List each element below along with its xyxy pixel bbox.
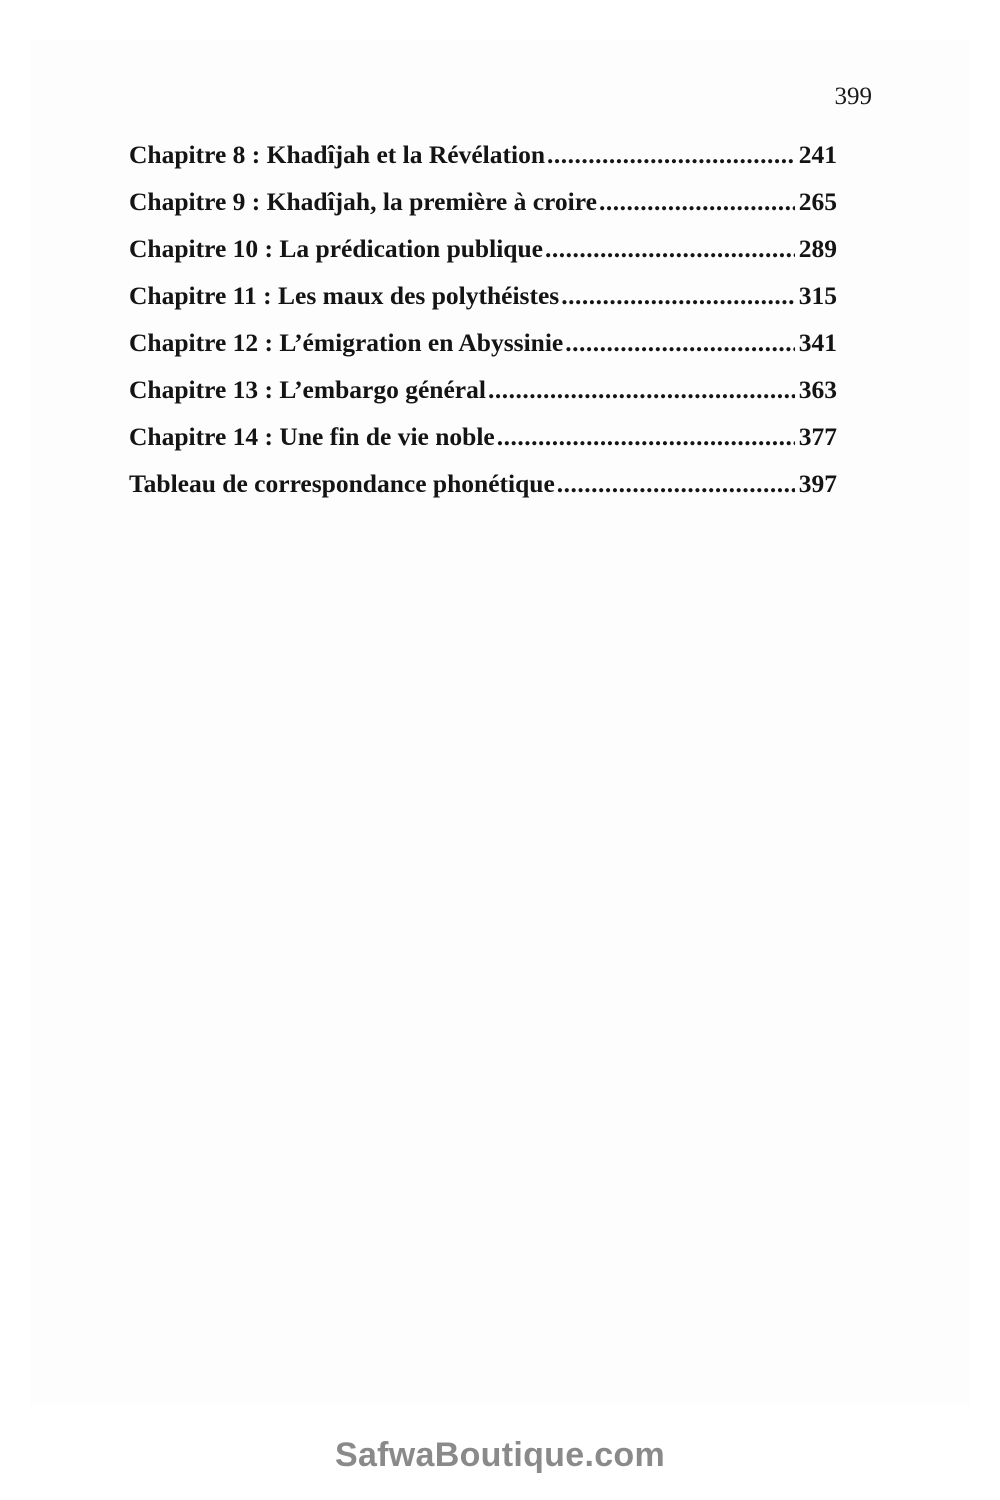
toc-entry-page: 341 <box>798 328 837 357</box>
dot-leader <box>565 328 795 358</box>
toc-entry-title: Tableau de correspondance phonétique <box>129 469 555 498</box>
toc-entry <box>129 234 837 281</box>
toc-entry-page: 241 <box>798 140 837 169</box>
table-of-contents <box>129 140 837 516</box>
toc-entry <box>129 140 837 187</box>
toc-entry-title: Chapitre 8 : Khadîjah et la Révélation <box>129 140 546 169</box>
dot-leader <box>561 281 795 311</box>
page-number: 399 <box>834 83 872 110</box>
toc-entry-title: Chapitre 11 : Les maux des polythéistes <box>129 281 560 310</box>
toc-entry <box>129 187 837 234</box>
toc-entry-page: 397 <box>798 469 837 498</box>
toc-entry-page: 377 <box>798 422 837 451</box>
dot-leader <box>497 422 795 452</box>
dot-leader <box>547 140 795 170</box>
dot-leader <box>545 234 795 264</box>
toc-entry-page: 363 <box>798 375 837 404</box>
toc-entry-page: 289 <box>798 234 837 263</box>
toc-entry <box>129 422 837 469</box>
toc-entry <box>129 281 837 328</box>
toc-entry <box>129 469 837 516</box>
toc-entry <box>129 375 837 422</box>
toc-entry-title: Chapitre 13 : L’embargo général <box>129 375 486 404</box>
dot-leader <box>488 375 795 405</box>
watermark: SafwaBoutique.com <box>334 1436 666 1474</box>
toc-entry <box>129 328 837 375</box>
dot-leader <box>599 187 795 217</box>
toc-entry-title: Chapitre 10 : La prédication publique <box>129 234 543 263</box>
toc-entry-page: 265 <box>798 187 837 216</box>
toc-entry-page: 315 <box>798 281 837 310</box>
toc-entry-title: Chapitre 9 : Khadîjah, la première à croire <box>129 187 597 216</box>
toc-entry-title: Chapitre 14 : Une fin de vie noble <box>129 422 495 451</box>
toc-entry-title: Chapitre 12 : L’émigration en Abyssinie <box>129 328 564 357</box>
dot-leader <box>557 469 795 499</box>
